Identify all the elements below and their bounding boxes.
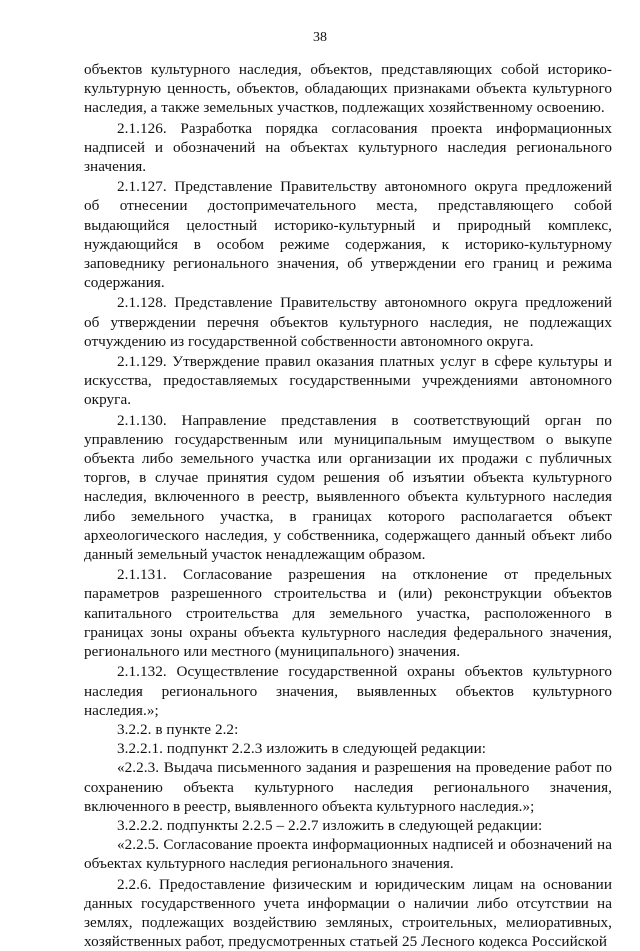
paragraph-2-1-129: 2.1.129. Утверждение правил оказания платных услуг в сфере культуры и искусства, предоставляемых государственными учреждениями автономного округа. — [84, 353, 612, 409]
paragraph-3-2-2: 3.2.2. в пункте 2.2: — [117, 720, 239, 738]
paragraph-2-2-3: «2.2.3. Выдача письменного задания и разрешения на проведение работ по сохранению объекта культурного наследия регионального значения, включенного в реестр, выявленного объекта культурного наследия.»; — [84, 759, 612, 815]
paragraph-2-1-128: 2.1.128. Представление Правительству автономного округа предложений об утверждении перечня объектов культурного наследия, не подлежащих отчуждению из государственной собственности автономного округа. — [84, 294, 612, 350]
paragraph-2-1-131: 2.1.131. Согласование разрешения на отклонение от предельных параметров разрешенного строительства и (или) реконструкции объектов капитального строительства для земельного участка, расположенного в границах зоны охраны объекта культурного наследия федерального значения, регионального или местного (муниципального) значения. — [84, 566, 612, 661]
paragraph-2-1-126: 2.1.126. Разработка порядка согласования проекта информационных надписей и обозначений на объектах культурного наследия регионального значения. — [84, 119, 612, 176]
paragraph-2-1-130: 2.1.130. Направление представления в соответствующий орган по управлению государственным или муниципальным имуществом о выкупе объекта либо земельного участка или организации их продажи с публичных торгов, в случае принятия судом решения об изъятии объекта культурного наследия, включенного в реестр, выявленного объекта культурного наследия либо земельного участка, в границах которого располагается объект археологического наследия, у собственника, содержащего данный объект либо данный земельный участок ненадлежащим образом. — [84, 411, 612, 564]
paragraph-3-2-2-1: 3.2.2.1. подпункт 2.2.3 изложить в следующей редакции: — [117, 740, 487, 758]
paragraph-2-2-6: 2.2.6. Предоставление физическим и юридическим лицам на основании данных государственного учета информации о наличии либо отсутствии на землях, подлежащих воздействию земляных, строительных, мелиоративных, хозяйственных работ, предусмотренных статьей 25 Лесного кодекса Российской — [84, 875, 612, 951]
paragraph-3-2-2-2: 3.2.2.2. подпункты 2.2.5 – 2.2.7 изложить в следующей редакции: — [117, 816, 543, 834]
paragraph-continuation: объектов культурного наследия, объектов, представляющих собой историко-культурную ценность, объектов, обладающих признаками объекта культурного наследия, а также земельных участков, подлежащих хозяйственному освоению. — [84, 61, 612, 117]
paragraph-2-1-127: 2.1.127. Представление Правительству автономного округа предложений об отнесении достопримечательного места, представляющего собой выдающийся целостный историко-культурный и природный комплекс, нуждающийся в особом режиме содержания, к историко-культурному заповеднику регионального значения, об утверждении его границ и режима содержания. — [84, 178, 612, 292]
paragraph-2-2-5: «2.2.5. Согласование проекта информационных надписей и обозначений на объектах культурного наследия регионального значения. — [84, 836, 612, 873]
page-number: 38 — [313, 30, 327, 45]
document-body — [84, 60, 612, 951]
paragraph-2-1-132: 2.1.132. Осуществление государственной охраны объектов культурного наследия регионального значения, выявленных объектов культурного наследия.»; — [84, 663, 612, 719]
